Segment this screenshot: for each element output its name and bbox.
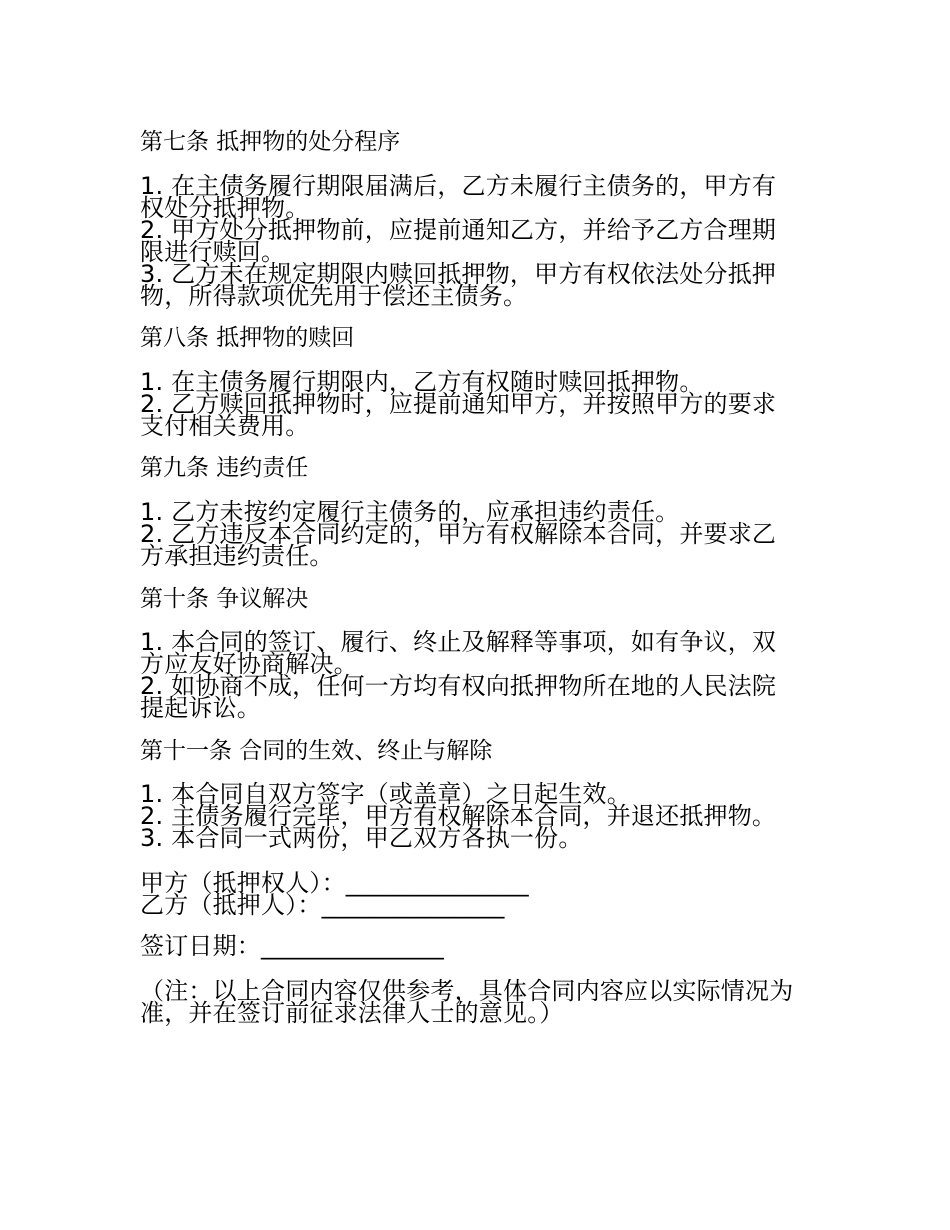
article-11-line: 3. 本合同一式两份，甲乙双方各执一份。 [140, 824, 583, 852]
article-10-title: 第十条 争议解决 [140, 586, 309, 612]
article-7-line: 物，所得款项优先用于偿还主债务。 [140, 282, 528, 310]
article-11-line: 1. 本合同自双方签字（或盖章）之日起生效。 [140, 780, 631, 808]
article-8-line: 2. 乙方赎回抵押物时，应提前通知甲方，并按照甲方的要求 [140, 390, 777, 418]
article-11-line: 2. 主债务履行完毕，甲方有权解除本合同，并退还抵押物。 [140, 802, 777, 830]
article-7-line: 权处分抵押物。 [140, 194, 310, 222]
party-b-signature-line: 乙方（抵押人）：_______________ [140, 891, 505, 919]
article-10-line: 方应友好协商解决。 [140, 650, 358, 678]
article-7-line: 1. 在主债务履行期限届满后，乙方未履行主债务的，甲方有 [140, 172, 777, 200]
article-7-title: 第七条 抵押物的处分程序 [140, 129, 401, 155]
article-7-line: 2. 甲方处分抵押物前，应提前通知乙方，并给予乙方合理期 [140, 216, 777, 244]
article-9-line: 2. 乙方违反本合同约定的，甲方有权解除本合同，并要求乙 [140, 520, 777, 548]
note-line: （注：以上合同内容仅供参考，具体合同内容应以实际情况为 [140, 977, 794, 1005]
signing-date-line: 签订日期：_______________ [140, 932, 444, 960]
article-8-title: 第八条 抵押物的赎回 [140, 325, 355, 351]
article-10-line: 提起诉讼。 [140, 694, 261, 722]
article-9-line: 方承担违约责任。 [140, 542, 334, 570]
article-8-line: 支付相关费用。 [140, 412, 310, 440]
party-a-signature-line: 甲方（抵押权人）：_______________ [140, 869, 529, 897]
article-10-line: 1. 本合同的签订、履行、终止及解释等事项，如有争议，双 [140, 628, 777, 656]
note-line: 准，并在签订前征求法律人士的意见。） [140, 999, 564, 1027]
article-7-line: 3. 乙方未在规定期限内赎回抵押物，甲方有权依法处分抵押 [140, 260, 777, 288]
article-9-title: 第九条 违约责任 [140, 455, 309, 481]
article-8-line: 1. 在主债务履行期限内，乙方有权随时赎回抵押物。 [140, 368, 704, 396]
article-7-line: 限进行赎回。 [140, 238, 286, 266]
article-9-line: 1. 乙方未按约定履行主债务的，应承担违约责任。 [140, 498, 680, 526]
article-10-line: 2. 如协商不成，任何一方均有权向抵押物所在地的人民法院 [140, 672, 777, 700]
article-11-title: 第十一条 合同的生效、终止与解除 [140, 738, 493, 764]
